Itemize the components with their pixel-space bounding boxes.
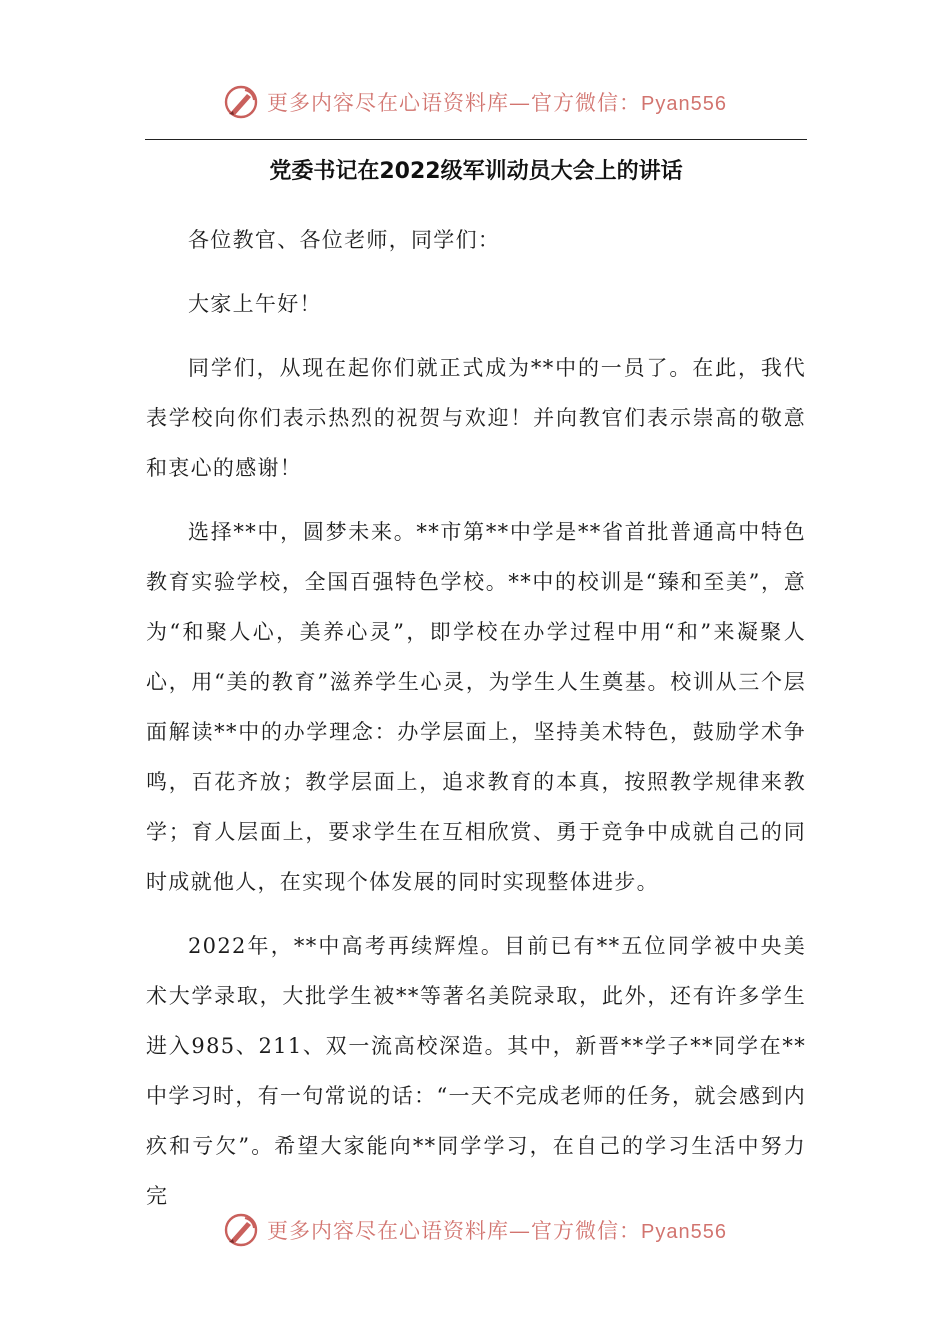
- header-wechat-id: Pyan556: [641, 93, 727, 115]
- header-banner-text: 更多内容尽在心语资料库—官方微信：Pyan556: [267, 91, 727, 115]
- paragraph-exam-results: 2022年，**中高考再续辉煌。目前已有**五位同学被中央美术大学录取，大批学生被**等著名美院录取，此外，还有许多学生进入985、211、双一流高校深造。其中，新晋**学子**同学在**中学习时，有一句常说的话：“一天不完成老师的任务，就会感到内疚和亏欠”。希望大家能向**同学学习，在自己的学习生活中努力完: [146, 934, 806, 1208]
- document-title: 党委书记在2022级军训动员大会上的讲话: [269, 159, 683, 184]
- pen-logo-icon: [223, 84, 259, 120]
- salutation: 各位教官、各位老师，同学们：: [188, 228, 501, 252]
- footer-banner-text: 更多内容尽在心语资料库—官方微信：Pyan556: [267, 1219, 727, 1243]
- document-body: [146, 215, 806, 1235]
- header-divider: [145, 139, 807, 140]
- paragraph-school-motto: 选择**中，圆梦未来。**市第**中学是**省首批普通高中特色教育实验学校，全国百强特色学校。**中的校训是“臻和至美”，意为“和聚人心，美养心灵”，即学校在办学过程中用“和”来凝聚人心，用“美的教育”滋养学生心灵，为学生人生奠基。校训从三个层面解读**中的办学理念：办学层面上，坚持美术特色，鼓励学术争鸣，百花齐放；教学层面上，追求教育的本真，按照教学规律来教学；育人层面上，要求学生在互相欣赏、勇于竞争中成就自己的同时成就他人，在实现个体发展的同时实现整体进步。: [146, 520, 806, 894]
- header-banner: [0, 80, 950, 124]
- greeting: 大家上午好！: [188, 292, 322, 316]
- footer-banner: [0, 1208, 950, 1252]
- pen-logo-icon: [223, 1212, 259, 1248]
- footer-wechat-id: Pyan556: [641, 1221, 727, 1243]
- paragraph-welcome: 同学们，从现在起你们就正式成为**中的一员了。在此，我代表学校向你们表示热烈的祝贺与欢迎！并向教官们表示崇高的敬意和衷心的感谢！: [146, 356, 806, 480]
